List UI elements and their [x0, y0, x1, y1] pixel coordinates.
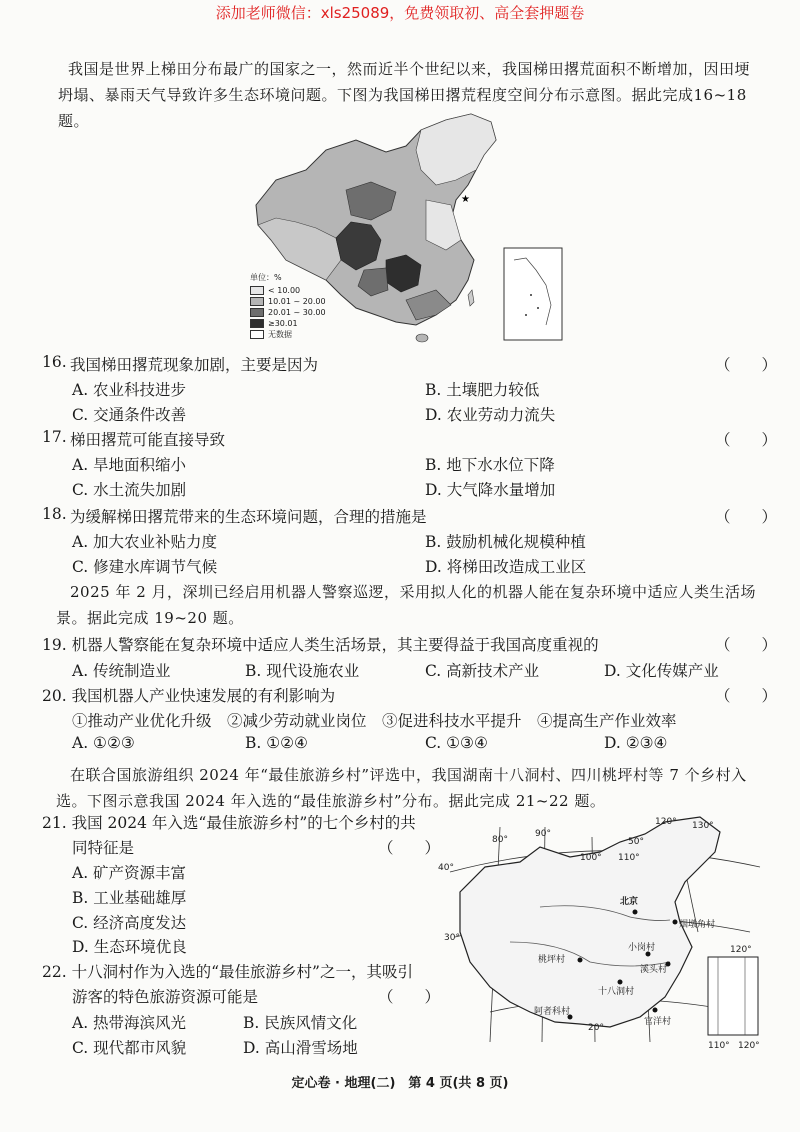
intro1-line1: 我国是世界上梯田分布最广的国家之一，然而近半个世纪以来，我国梯田撂荒面积不断增加，因田埂 — [68, 60, 751, 78]
legend-label: < 10.00 — [268, 286, 301, 295]
q19-option-c[interactable]: C. 高新技术产业 — [425, 662, 540, 680]
q19-number: 19. — [42, 636, 67, 654]
lon-100: 100° — [580, 853, 602, 863]
q22-stem-2: 游客的特色旅游资源可能是 — [72, 988, 259, 1006]
q19-answer-blank[interactable]: （ ） — [715, 636, 778, 654]
legend-item — [250, 329, 326, 340]
intro3-line1: 在联合国旅游组织 2024 年“最佳旅游乡村”评选中，我国湖南十八洞村、四川桃坪村等 7 个乡村入 — [70, 766, 747, 784]
q16-option-d[interactable]: D. 农业劳动力流失 — [425, 406, 556, 424]
question-19 — [42, 633, 599, 655]
legend-swatch — [250, 286, 264, 295]
intro3-line2: 选。下图示意我国 2024 年入选的“最佳旅游乡村”分布。据此完成 21~22 题。 — [56, 792, 606, 810]
q22-option-b[interactable]: B. 民族风情文化 — [243, 1014, 358, 1032]
q22-option-a[interactable]: A. 热带海滨风光 — [72, 1014, 187, 1032]
label-azheke: 阿者科村 — [534, 1007, 571, 1017]
inset-lon-110: 110° — [708, 1041, 730, 1051]
legend-swatch — [250, 319, 264, 328]
legend-item — [250, 318, 326, 329]
lon-90: 90° — [535, 829, 551, 839]
q20-answer-blank[interactable]: （ ） — [715, 687, 778, 705]
q16-number: 16. — [42, 353, 67, 371]
legend-swatch — [250, 330, 264, 339]
intro2-line1: 2025 年 2 月，深圳已经启用机器人警察巡逻，采用拟人化的机器人能在复杂环境中适应人类生活场 — [70, 583, 757, 601]
q17-option-c[interactable]: C. 水土流失加剧 — [72, 481, 187, 499]
region-east — [426, 200, 461, 250]
legend-item — [250, 296, 326, 307]
dot-beijing — [633, 910, 638, 915]
q20-items: ①推动产业优化升级 ②减少劳动就业岗位 ③促进科技水平提升 ④提高生产作业效率 — [72, 712, 677, 730]
inset-lon-120: 120° — [738, 1041, 760, 1051]
map-legend — [250, 272, 326, 340]
q22-number: 22. — [42, 963, 67, 981]
q18-option-c[interactable]: C. 修建水库调节气候 — [72, 558, 218, 576]
lat-50: 50° — [628, 837, 644, 847]
q16-stem: 我国梯田撂荒现象加剧，主要是因为 — [70, 356, 319, 374]
q20-option-b[interactable]: B. ①②④ — [245, 734, 308, 752]
q21-answer-blank[interactable]: （ ） — [378, 839, 441, 857]
q18-option-a[interactable]: A. 加大农业补贴力度 — [72, 533, 218, 551]
intro-paragraph-3 — [56, 762, 776, 814]
lat-30: 30° — [444, 933, 460, 943]
hainan — [416, 334, 428, 342]
q21-option-a[interactable]: A. 矿产资源丰富 — [72, 864, 187, 882]
q17-option-b[interactable]: B. 地下水水位下降 — [425, 456, 555, 474]
q20-stem: 我国机器人产业快速发展的有利影响为 — [71, 687, 336, 705]
q17-number: 17. — [42, 428, 67, 446]
label-yandunjiao: 烟墩角村 — [679, 920, 716, 930]
region-north — [416, 114, 496, 185]
label-beijing: 北京 — [620, 897, 639, 907]
legend-label: 无数据 — [268, 330, 292, 339]
intro2-line2: 景。据此完成 19~20 题。 — [56, 609, 244, 627]
q17-option-d[interactable]: D. 大气降水量增加 — [425, 481, 556, 499]
legend-item — [250, 285, 326, 296]
lon-120: 120° — [655, 817, 677, 827]
question-20 — [42, 684, 335, 706]
dot-yandunjiao — [673, 920, 678, 925]
dot-shibadong — [618, 980, 623, 985]
q21-stem-1: 我国 2024 年入选“最佳旅游乡村”的七个乡村的共 — [71, 814, 416, 832]
label-taoping: 桃坪村 — [538, 955, 566, 965]
q21-option-b[interactable]: B. 工业基础雄厚 — [72, 889, 187, 907]
legend-title: 单位：% — [250, 273, 282, 282]
legend-label: ≥30.01 — [268, 319, 298, 328]
q21-option-d[interactable]: D. 生态环境优良 — [72, 938, 187, 956]
lat-40: 40° — [438, 863, 454, 873]
question-22 — [42, 960, 413, 982]
q18-number: 18. — [42, 505, 67, 523]
q18-option-b[interactable]: B. 鼓励机械化规模种植 — [425, 533, 586, 551]
south-china-sea-inset-2 — [708, 957, 758, 1035]
q19-option-a[interactable]: A. 传统制造业 — [72, 662, 171, 680]
label-xitou: 溪头村 — [640, 965, 668, 975]
legend-swatch — [250, 297, 264, 306]
q16-option-b[interactable]: B. 土壤肥力较低 — [425, 381, 540, 399]
q16-option-a[interactable]: A. 农业科技进步 — [72, 381, 187, 399]
q18-option-d[interactable]: D. 将梯田改造成工业区 — [425, 558, 587, 576]
dot-taoping — [578, 958, 583, 963]
q18-answer-blank[interactable]: （ ） — [715, 508, 778, 526]
q22-stem-1: 十八洞村作为入选的“最佳旅游乡村”之一，其吸引 — [71, 963, 413, 981]
q22-option-c[interactable]: C. 现代都市风貌 — [72, 1039, 187, 1057]
legend-swatch — [250, 308, 264, 317]
q17-stem: 梯田撂荒可能直接导致 — [70, 431, 226, 449]
q21-option-c[interactable]: C. 经济高度发达 — [72, 914, 187, 932]
legend-label: 20.01 ~ 30.00 — [268, 308, 326, 317]
q19-option-b[interactable]: B. 现代设施农业 — [245, 662, 360, 680]
q21-stem-2: 同特征是 — [72, 839, 135, 857]
legend-item — [250, 307, 326, 318]
q16-option-c[interactable]: C. 交通条件改善 — [72, 406, 187, 424]
q20-number: 20. — [42, 687, 67, 705]
label-guanyang: 官洋村 — [644, 1017, 672, 1027]
q20-option-a[interactable]: A. ①②③ — [72, 734, 135, 752]
terrace-abandonment-map — [246, 110, 586, 350]
label-shibadong: 十八洞村 — [598, 987, 635, 997]
page-footer: 定心卷 · 地理(二) 第 4 页(共 8 页) — [291, 1076, 509, 1091]
q22-answer-blank[interactable]: （ ） — [378, 988, 441, 1006]
q16-answer-blank[interactable]: （ ） — [715, 356, 778, 374]
legend-label: 10.01 ~ 20.00 — [268, 297, 326, 306]
question-21 — [42, 811, 416, 833]
promo-banner: 添加老师微信：xls25089，免费领取初、高全套押题卷 — [215, 4, 585, 22]
lon-80: 80° — [492, 835, 508, 845]
q21-number: 21. — [42, 814, 67, 832]
q19-option-d[interactable]: D. 文化传媒产业 — [604, 662, 719, 680]
q17-answer-blank[interactable]: （ ） — [715, 431, 778, 449]
lon-130: 130° — [692, 821, 714, 831]
q20-option-c[interactable]: C. ①③④ — [425, 734, 488, 752]
intro1-line2: 坍塌、暴雨天气导致许多生态环境问题。下图为我国梯田撂荒程度空间分布示意图。据此完成16~18题。 — [58, 86, 747, 130]
tourism-villages-map — [430, 812, 770, 1052]
intro-paragraph-2 — [56, 579, 776, 631]
taiwan — [468, 290, 474, 306]
lat-20: 20° — [588, 1023, 604, 1033]
q17-option-a[interactable]: A. 旱地面积缩小 — [72, 456, 187, 474]
q19-stem: 机器人警察能在复杂环境中适应人类生活场景，其主要得益于我国高度重视的 — [71, 636, 599, 654]
q20-option-d[interactable]: D. ②③④ — [604, 734, 668, 752]
q18-stem: 为缓解梯田撂荒带来的生态环境问题，合理的措施是 — [70, 508, 427, 526]
inset-top-120: 120° — [730, 945, 752, 955]
label-xiaogang: 小岗村 — [628, 943, 656, 953]
dot-guanyang — [653, 1008, 658, 1013]
q22-option-d[interactable]: D. 高山滑雪场地 — [243, 1039, 358, 1057]
beijing-star-icon: ★ — [461, 194, 470, 205]
lon-110: 110° — [618, 853, 640, 863]
south-china-sea-inset — [504, 248, 562, 340]
villages-map-figure — [430, 812, 770, 1052]
